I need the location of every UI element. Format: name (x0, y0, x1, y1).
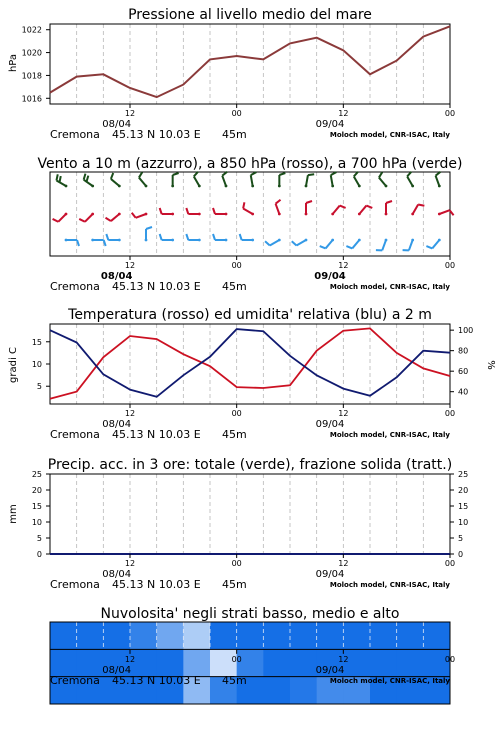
wind-barb (194, 172, 201, 188)
location-city: Cremona (50, 673, 100, 687)
x-tick-label: 12 (124, 261, 136, 270)
date-label: 09/04 (315, 664, 345, 676)
cloud-cell (183, 622, 210, 650)
location-elevation: 45m (222, 128, 247, 141)
y-tick-label: 0 (458, 550, 464, 559)
model-credit: Moloch model, CNR-ISAC, Italy (329, 283, 450, 291)
x-tick-label: 12 (338, 261, 349, 270)
cloud-cell (157, 622, 184, 650)
wind-barb (354, 172, 361, 188)
wind-barb (84, 174, 94, 188)
location-coords: 45.13 N 10.03 E (112, 578, 201, 591)
model-credit: Moloch model, CNR-ISAC, Italy (329, 581, 450, 589)
wind-barb (292, 239, 308, 246)
y-tick-label: 5 (36, 382, 42, 392)
cloud-cell (397, 649, 424, 677)
cloud-cell (290, 649, 317, 677)
model-credit: Moloch model, CNR-ISAC, Italy (329, 131, 450, 139)
wind-barb (438, 210, 454, 215)
date-label: 09/04 (314, 271, 346, 282)
x-tick-label: 00 (444, 559, 456, 568)
cloud-cell (290, 677, 317, 705)
location-coords: 45.13 N 10.03 E (112, 280, 201, 293)
date-label: 09/04 (315, 419, 345, 430)
wind-barb (160, 234, 174, 241)
date-label: 08/04 (102, 119, 132, 130)
location-city: Cremona (50, 280, 100, 293)
wind-barb (186, 208, 200, 215)
y-tick-label: 1018 (21, 71, 42, 81)
location-coords: 45.13 N 10.03 E (112, 673, 201, 687)
model-credit: Moloch model, CNR-ISAC, Italy (329, 431, 450, 439)
precipitation-title: Precip. acc. in 3 ore: totale (verde), frazione solida (tratt.) (47, 457, 453, 473)
cloud-cell (50, 622, 77, 650)
x-tick-label: 12 (124, 409, 136, 418)
wind-barb (278, 173, 285, 187)
location-elevation: 45m (222, 673, 247, 687)
location-elevation: 45m (222, 578, 247, 591)
cloud-cell (77, 622, 104, 650)
precipitation-panel (8, 457, 468, 591)
y-tick-label: 60 (458, 367, 469, 377)
y-tick-label: 15 (31, 337, 42, 347)
x-tick-label: 12 (338, 409, 349, 418)
x-tick-label: 12 (338, 109, 349, 118)
date-label: 08/04 (102, 419, 132, 430)
temperature-ylabel: gradi C (8, 347, 19, 383)
wind-barb (132, 213, 148, 218)
x-tick-label: 00 (444, 654, 456, 664)
wind-barb (426, 239, 440, 249)
cloud-cell (397, 622, 424, 650)
y-tick-label: 1020 (21, 48, 42, 58)
location-coords: 45.13 N 10.03 E (112, 428, 201, 441)
wind-barb (139, 172, 147, 187)
x-tick-label: 12 (338, 654, 349, 664)
wind-barb (213, 208, 227, 215)
cloud-cell (210, 622, 237, 650)
y-tick-label: 10 (31, 518, 42, 527)
cloud-cell (263, 622, 290, 650)
y-tick-label: 10 (31, 360, 42, 369)
cloud-cell (317, 622, 344, 650)
x-tick-label: 00 (231, 654, 242, 664)
location-city: Cremona (50, 128, 100, 141)
date-label: 09/04 (315, 119, 345, 130)
series-line (50, 329, 450, 397)
wind-barb (276, 200, 281, 216)
location-coords: 45.13 N 10.03 E (112, 128, 201, 141)
wind-barb (243, 202, 254, 215)
wind-barb (305, 201, 312, 215)
wind-barb (160, 208, 174, 215)
temperature-frame (50, 324, 450, 404)
cloud-cell (263, 649, 290, 677)
cloud-cell (290, 622, 317, 650)
cloud-cover-panel (50, 606, 455, 705)
series-line (50, 328, 450, 398)
wind-barb (240, 234, 254, 241)
y-tick-label: 80 (458, 346, 469, 356)
cloud-cell (263, 677, 290, 705)
y-tick-label: 5 (36, 534, 42, 543)
y-tick-label: 5 (458, 534, 464, 543)
x-tick-label: 00 (231, 559, 242, 568)
x-tick-label: 12 (338, 559, 349, 568)
pressure-ylabel: hPa (8, 53, 19, 73)
wind-barb (346, 239, 360, 249)
temperature-title: Temperatura (rosso) ed umidita' relativa (blu) a 2 m (68, 307, 432, 323)
x-tick-label: 00 (444, 109, 456, 118)
wind-barb (111, 173, 121, 187)
location-city: Cremona (50, 578, 100, 591)
temperature-humidity-panel (8, 307, 496, 441)
precipitation-ylabel: mm (8, 504, 19, 524)
y-tick-label: 1016 (21, 94, 42, 104)
y-tick-label: 1022 (21, 25, 42, 35)
x-tick-label: 00 (444, 261, 456, 270)
y-tick-label: 10 (458, 518, 469, 527)
wind-barb (56, 174, 67, 187)
wind-barb (222, 172, 227, 188)
wind-barb (436, 172, 441, 188)
wind-barb (331, 172, 337, 187)
y-tick-label: 25 (458, 470, 469, 479)
wind-barb (171, 173, 178, 187)
wind-barb (305, 174, 315, 187)
wind-barb (213, 234, 227, 241)
wind-barb (53, 213, 68, 222)
date-label: 08/04 (102, 664, 132, 676)
y-tick-label: 20 (31, 486, 42, 495)
wind-barb (145, 227, 152, 241)
wind-barb (106, 234, 120, 241)
cloud-title: Nuvolosita' negli strati basso, medio e alto (100, 606, 400, 622)
cloud-cell (103, 622, 130, 650)
series-line (50, 26, 450, 97)
wind-barb (79, 213, 94, 222)
precipitation-frame (50, 474, 450, 554)
location-elevation: 45m (222, 280, 247, 293)
x-tick-label: 00 (231, 409, 242, 418)
wind-barb (251, 172, 257, 187)
wind-barb (403, 239, 414, 251)
cloud-cell (237, 622, 264, 650)
wind-barb (320, 239, 334, 249)
model-credit: Moloch model, CNR-ISAC, Italy (329, 676, 450, 685)
wind-barb (379, 172, 387, 187)
wind-barb (376, 239, 387, 251)
cloud-cell (370, 649, 397, 677)
y-tick-label: 20 (458, 486, 469, 495)
y-tick-label: 15 (31, 502, 42, 511)
wind-barb (265, 239, 281, 246)
x-tick-label: 00 (231, 261, 242, 270)
y-tick-label: 25 (31, 470, 42, 479)
wind-barb (407, 172, 414, 188)
wind-barb (411, 204, 424, 215)
wind-frame (50, 172, 450, 256)
pressure-panel (8, 7, 455, 141)
wind-barb (385, 201, 392, 215)
x-tick-label: 00 (444, 409, 456, 418)
x-tick-label: 12 (124, 559, 136, 568)
y-tick-label: 40 (458, 387, 469, 397)
x-tick-label: 12 (124, 654, 136, 664)
x-tick-label: 12 (124, 109, 136, 118)
date-label: 08/04 (100, 271, 133, 282)
cloud-cell (423, 622, 450, 650)
location-elevation: 45m (222, 428, 247, 441)
y-tick-label: 100 (458, 326, 474, 336)
wind-panel (37, 156, 462, 293)
cloud-cell (370, 622, 397, 650)
wind-barb (106, 213, 121, 221)
pressure-title: Pressione al livello medio del mare (128, 7, 372, 23)
cloud-cell (130, 622, 157, 650)
humidity-ylabel: % (485, 360, 496, 370)
date-label: 09/04 (315, 569, 345, 580)
cloud-cell (343, 622, 370, 650)
wind-title: Vento a 10 m (azzurro), a 850 hPa (rosso), a 700 hPa (verde) (37, 156, 463, 172)
wind-barb (186, 234, 200, 241)
location-city: Cremona (50, 428, 100, 441)
y-tick-label: 0 (36, 550, 42, 559)
x-tick-label: 00 (231, 109, 242, 118)
y-tick-label: 15 (458, 502, 469, 511)
date-label: 08/04 (102, 569, 132, 580)
